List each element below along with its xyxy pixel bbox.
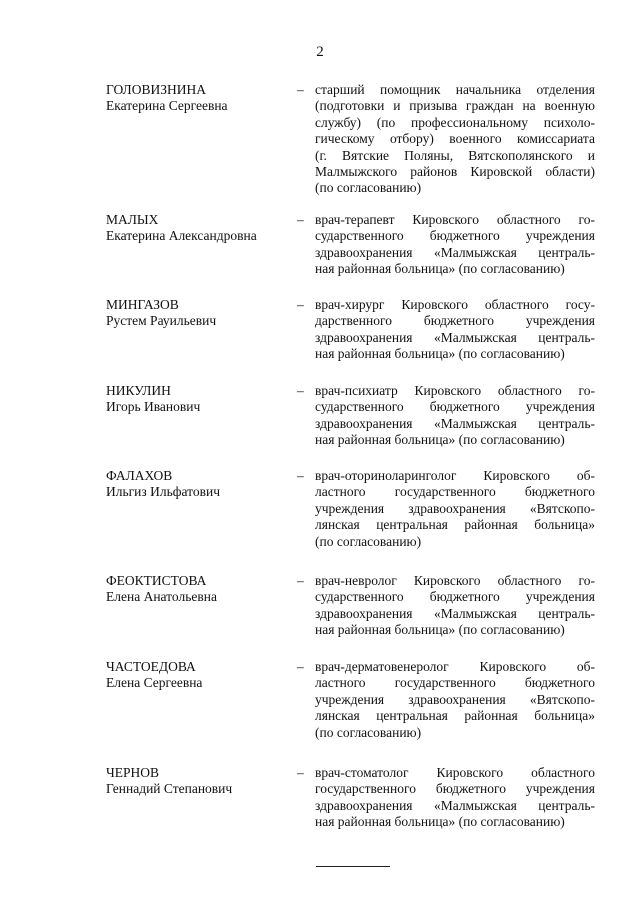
member-given-names: Елена Анатольевна <box>106 589 217 604</box>
role-line: врач-психиатр Кировского областного го- <box>315 383 595 398</box>
role-line: (по согласованию) <box>315 533 422 549</box>
role-line: (по согласованию) <box>315 180 422 196</box>
role-line: службу) (по профессиональному психоло- <box>315 114 595 130</box>
separator-dash: – <box>297 212 304 227</box>
member-surname: ФАЛАХОВ <box>106 468 173 483</box>
member-surname: ЧАСТОЕДОВА <box>106 659 196 674</box>
member-role <box>315 468 595 550</box>
member-role <box>315 82 595 197</box>
role-line: учреждения здравоохранения «Вятскопо- <box>315 500 595 516</box>
role-line: дарственного бюджетного учреждения <box>315 313 595 329</box>
role-line: (по согласованию) <box>315 724 422 740</box>
role-line: ная районная больница» (по согласованию) <box>315 432 565 448</box>
role-line: здравоохранения «Малмыжская централь- <box>315 244 595 260</box>
member-surname: НИКУЛИН <box>106 383 171 398</box>
member-name <box>106 573 291 605</box>
separator-dash: – <box>297 468 304 483</box>
member-surname: ЧЕРНОВ <box>106 765 160 780</box>
member-role <box>315 765 595 831</box>
role-line: ная районная больница» (по согласованию) <box>315 261 565 277</box>
role-line: здравоохранения «Малмыжская централь- <box>315 797 595 813</box>
role-line: лянская центральная районная больница» <box>315 517 595 533</box>
member-given-names: Екатерина Александровна <box>106 228 257 243</box>
member-role <box>315 383 595 449</box>
role-line: ластного государственного бюджетного <box>315 675 595 691</box>
member-name <box>106 468 291 500</box>
role-line: врач-стоматолог Кировского областного <box>315 765 595 780</box>
role-line: сударственного бюджетного учреждения <box>315 399 595 415</box>
role-line: врач-оториноларинголог Кировского об- <box>315 468 595 483</box>
role-line: старший помощник начальника отделения <box>315 82 595 97</box>
member-name <box>106 765 291 797</box>
role-line: государственного бюджетного учреждения <box>315 781 595 797</box>
member-name <box>106 212 291 244</box>
role-line: (г. Вятские Поляны, Вятскополянского и <box>315 147 595 163</box>
member-name <box>106 297 291 329</box>
member-name <box>106 383 291 415</box>
member-surname: МАЛЫХ <box>106 212 159 227</box>
role-line: врач-невролог Кировского областного го- <box>315 573 595 588</box>
role-line: сударственного бюджетного учреждения <box>315 228 595 244</box>
separator-dash: – <box>297 573 304 588</box>
role-line: здравоохранения «Малмыжская централь- <box>315 415 595 431</box>
role-line: сударственного бюджетного учреждения <box>315 589 595 605</box>
role-line: врач-дерматовенеролог Кировского об- <box>315 659 595 674</box>
role-line: Малмыжского районов Кировской области) <box>315 164 595 180</box>
role-line: лянская центральная районная больница» <box>315 708 595 724</box>
role-line: учреждения здравоохранения «Вятскопо- <box>315 691 595 707</box>
separator-dash: – <box>297 659 304 674</box>
role-line: врач-хирург Кировского областного госу- <box>315 297 595 312</box>
separator-dash: – <box>297 82 304 97</box>
member-given-names: Геннадий Степанович <box>106 781 233 796</box>
member-role <box>315 659 595 741</box>
separator-dash: – <box>297 383 304 398</box>
separator-dash: – <box>297 765 304 780</box>
member-role <box>315 297 595 363</box>
separator-dash: – <box>297 297 304 312</box>
member-role <box>315 573 595 639</box>
member-given-names: Ильгиз Ильфатович <box>106 484 221 499</box>
role-line: ластного государственного бюджетного <box>315 484 595 500</box>
role-line: здравоохранения «Малмыжская централь- <box>315 329 595 345</box>
role-line: врач-терапевт Кировского областного го- <box>315 212 595 227</box>
footer-rule <box>316 866 390 867</box>
member-role <box>315 212 595 278</box>
member-surname: ФЕОКТИСТОВА <box>106 573 207 588</box>
role-line: ная районная больница» (по согласованию) <box>315 622 565 638</box>
page-number: 2 <box>316 44 324 60</box>
role-line: ная районная больница» (по согласованию) <box>315 346 565 362</box>
role-line: гическому отбору) военного комиссариата <box>315 131 595 147</box>
member-name <box>106 82 291 114</box>
member-surname: ГОЛОВИЗНИНА <box>106 82 206 97</box>
member-given-names: Игорь Иванович <box>106 399 201 414</box>
role-line: (подготовки и призыва граждан на военную <box>315 98 595 114</box>
role-line: здравоохранения «Малмыжская централь- <box>315 605 595 621</box>
member-surname: МИНГАЗОВ <box>106 297 179 312</box>
member-given-names: Елена Сергеевна <box>106 675 203 690</box>
member-name <box>106 659 291 691</box>
member-given-names: Рустем Рауильевич <box>106 313 217 328</box>
member-given-names: Екатерина Сергеевна <box>106 98 228 113</box>
role-line: ная районная больница» (по согласованию) <box>315 814 565 830</box>
